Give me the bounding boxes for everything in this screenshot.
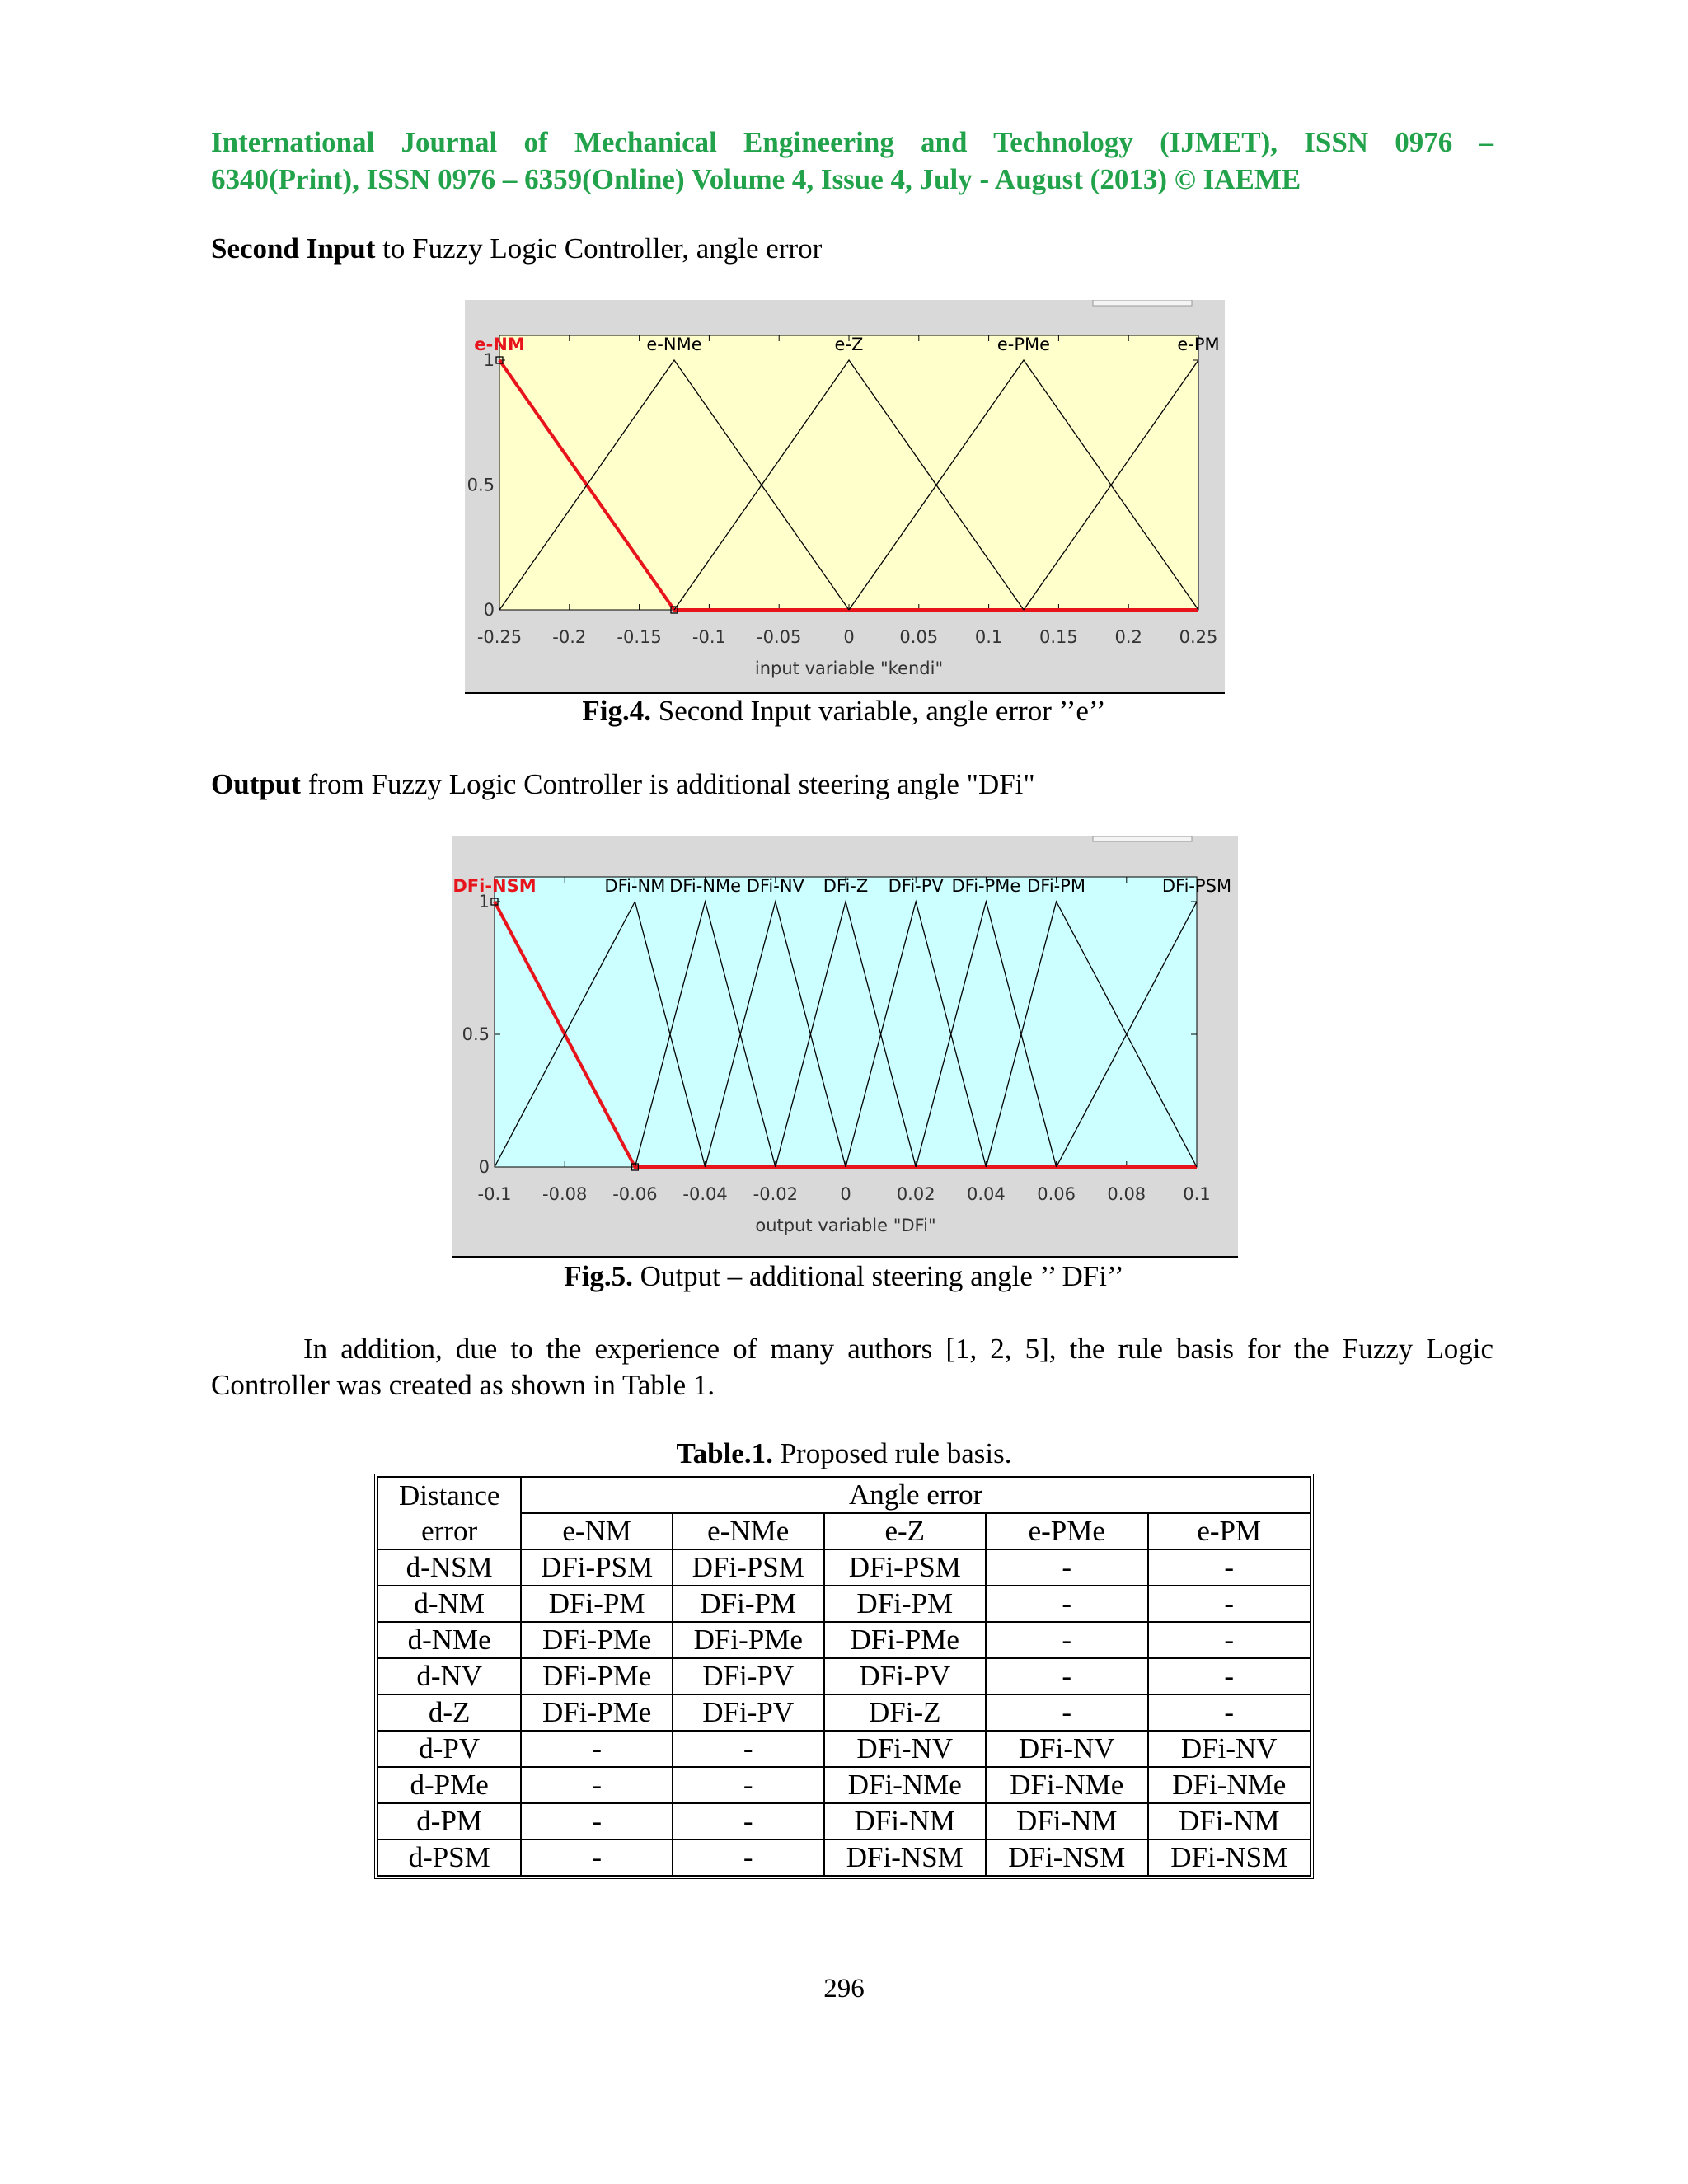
table-cell: -	[1148, 1694, 1311, 1731]
table-row	[377, 1694, 1311, 1731]
mf-label: DFi-NV	[746, 876, 804, 896]
x-tick-label: -0.1	[692, 627, 726, 647]
mf-label: DFi-PV	[888, 876, 944, 896]
mf-label: e-NMe	[646, 335, 702, 354]
table-cell: -	[1148, 1549, 1311, 1586]
fig5-caption-text: Output – additional steering angle ’’ DFi’’	[632, 1260, 1124, 1292]
plot-area	[495, 877, 1197, 1167]
table-row-header: d-NSM	[377, 1549, 521, 1586]
table-cell: DFi-PSM	[521, 1549, 673, 1586]
table-row	[377, 1803, 1311, 1840]
table-row	[377, 1767, 1311, 1803]
table-row	[377, 1586, 1311, 1622]
x-tick-label: -0.04	[682, 1184, 728, 1204]
x-tick-label: -0.05	[757, 627, 802, 647]
x-tick-label: 0.02	[896, 1184, 935, 1204]
window-tab	[1093, 300, 1192, 306]
table-cell: DFi-PM	[521, 1586, 673, 1622]
table-cell: -	[673, 1803, 824, 1840]
table-column-header: e-NM	[521, 1513, 673, 1549]
table-row-header: d-Z	[377, 1694, 521, 1731]
table-cell: DFi-Z	[824, 1694, 986, 1731]
table-cell: DFi-NMe	[986, 1767, 1147, 1803]
table-corner-cell: Distance	[377, 1477, 521, 1513]
x-tick-label: 0.04	[967, 1184, 1006, 1204]
section-heading-bold: Second Input	[211, 232, 376, 265]
journal-header	[211, 124, 1493, 198]
y-tick-label: 0.5	[467, 475, 495, 495]
table-cell: -	[673, 1767, 824, 1803]
y-tick-label: 1	[483, 350, 495, 370]
x-tick-label: -0.1	[477, 1184, 512, 1204]
table-cell: -	[673, 1840, 824, 1876]
table-group-header: Angle error	[521, 1477, 1311, 1513]
body-paragraph	[211, 1331, 1493, 1404]
table-cell: DFi-NV	[824, 1731, 986, 1767]
table-title	[374, 1437, 1314, 1470]
table-cell: -	[521, 1840, 673, 1876]
table-row-header: d-PMe	[377, 1767, 521, 1803]
table-cell: -	[1148, 1622, 1311, 1658]
table-row-header: d-NM	[377, 1586, 521, 1622]
table-column-header: e-NMe	[673, 1513, 824, 1549]
section-heading-second-input	[211, 231, 822, 267]
table-cell: -	[521, 1731, 673, 1767]
table-cell: DFi-PMe	[673, 1622, 824, 1658]
section-heading-text: from Fuzzy Logic Controller is additional steering angle "DFi"	[300, 768, 1035, 800]
x-tick-label: -0.02	[753, 1184, 798, 1204]
mf-label: DFi-PSM	[1161, 876, 1232, 896]
x-tick-label: 0.1	[1183, 1184, 1211, 1204]
table-column-header: e-PM	[1148, 1513, 1311, 1549]
plot-area	[499, 335, 1198, 610]
table-cell: DFi-PSM	[824, 1549, 986, 1586]
table-cell: -	[1148, 1658, 1311, 1694]
table-cell: DFi-NM	[1148, 1803, 1311, 1840]
table-cell: DFi-NSM	[986, 1840, 1147, 1876]
section-heading-bold: Output	[211, 768, 301, 800]
table-cell: DFi-PMe	[521, 1694, 673, 1731]
table-row	[377, 1658, 1311, 1694]
table-column-header: e-Z	[824, 1513, 986, 1549]
table-row-header: d-NMe	[377, 1622, 521, 1658]
table-row-header: d-PM	[377, 1803, 521, 1840]
y-tick-label: 1	[478, 892, 490, 912]
x-tick-label: 0.25	[1179, 627, 1218, 647]
table-cell: DFi-PV	[673, 1694, 824, 1731]
table-cell: DFi-NMe	[1148, 1767, 1311, 1803]
table-cell: -	[986, 1622, 1147, 1658]
table-cell: DFi-PMe	[521, 1622, 673, 1658]
figure-4-caption	[0, 695, 1688, 728]
figure-5	[452, 836, 1238, 1258]
x-axis-label: output variable "DFi"	[755, 1216, 936, 1235]
table-cell: -	[986, 1549, 1147, 1586]
table-row-header: d-PV	[377, 1731, 521, 1767]
x-tick-label: 0.08	[1107, 1184, 1146, 1204]
table-cell: DFi-NV	[1148, 1731, 1311, 1767]
table-cell: DFi-NMe	[824, 1767, 986, 1803]
mf-label: DFi-NSM	[452, 876, 537, 896]
table-title-text: Proposed rule basis.	[772, 1437, 1012, 1469]
table-cell: -	[986, 1658, 1147, 1694]
fig5-chart	[452, 836, 1238, 1258]
x-tick-label: -0.08	[542, 1184, 588, 1204]
fig4-caption-label: Fig.4.	[582, 695, 651, 727]
x-tick-label: 0.05	[899, 627, 939, 647]
table-header-row	[377, 1477, 1311, 1513]
table-cell: DFi-PMe	[521, 1658, 673, 1694]
x-tick-label: -0.15	[617, 627, 662, 647]
table-cell: DFi-PM	[673, 1586, 824, 1622]
table-row	[377, 1840, 1311, 1876]
mf-label: e-Z	[834, 335, 864, 354]
fig4-chart	[465, 300, 1225, 694]
figure-5-caption	[0, 1260, 1688, 1293]
table-cell: -	[986, 1586, 1147, 1622]
table-row-header: d-NV	[377, 1658, 521, 1694]
table-cell: DFi-NSM	[1148, 1840, 1311, 1876]
y-tick-label: 0	[483, 600, 495, 620]
table-cell: -	[673, 1731, 824, 1767]
table-cell: -	[1148, 1586, 1311, 1622]
table-cell: DFi-PMe	[824, 1622, 986, 1658]
mf-label: DFi-NMe	[669, 876, 742, 896]
table-cell: DFi-NM	[986, 1803, 1147, 1840]
x-tick-label: -0.25	[476, 627, 523, 647]
table-row-header: d-PSM	[377, 1840, 521, 1876]
table-row	[377, 1549, 1311, 1586]
table-cell: DFi-NSM	[824, 1840, 986, 1876]
table-cell: DFi-PV	[673, 1658, 824, 1694]
section-heading-output	[211, 766, 1035, 803]
mf-label: DFi-PM	[1027, 876, 1086, 896]
fig5-caption-label: Fig.5.	[564, 1260, 633, 1292]
window-tab	[1093, 836, 1192, 841]
x-tick-label: -0.06	[612, 1184, 658, 1204]
table-column-header: e-PMe	[986, 1513, 1147, 1549]
x-tick-label: -0.2	[552, 627, 587, 647]
mf-label: DFi-Z	[823, 876, 869, 896]
section-heading-text: to Fuzzy Logic Controller, angle error	[375, 232, 823, 265]
mf-label: DFi-NM	[604, 876, 666, 896]
x-tick-label: 0.06	[1037, 1184, 1076, 1204]
table-cell: DFi-PV	[824, 1658, 986, 1694]
table-cell: -	[521, 1803, 673, 1840]
mf-label: e-PM	[1177, 335, 1220, 354]
x-axis-label: input variable "kendi"	[754, 658, 944, 678]
y-tick-label: 0.5	[462, 1024, 490, 1044]
x-tick-label: 0.1	[974, 627, 1003, 647]
table-corner-cell: error	[377, 1513, 521, 1549]
table-column-header-row	[377, 1513, 1311, 1549]
table-cell: DFi-NM	[824, 1803, 986, 1840]
figure-4	[465, 300, 1225, 694]
table-row	[377, 1731, 1311, 1767]
table-cell: DFi-PSM	[673, 1549, 824, 1586]
table-row	[377, 1622, 1311, 1658]
journal-header-line1: International Journal of Mechanical Engineering and Technology (IJMET), ISSN 0976 –	[211, 126, 1493, 158]
table-cell: DFi-PM	[824, 1586, 986, 1622]
x-tick-label: 0.15	[1039, 627, 1078, 647]
mf-label: e-NM	[474, 335, 525, 354]
body-paragraph-text: In addition, due to the experience of many authors [1, 2, 5], the rule basis for the Fuzzy Logic Controller was created as shown in Table 1.	[211, 1333, 1493, 1401]
rule-table	[374, 1474, 1314, 1879]
y-tick-label: 0	[478, 1157, 490, 1177]
table-title-label: Table.1.	[676, 1437, 773, 1469]
x-tick-label: 0	[843, 627, 855, 647]
page-number: 296	[823, 1974, 865, 2004]
table-cell: -	[986, 1694, 1147, 1731]
mf-label: DFi-PMe	[951, 876, 1021, 896]
table-cell: -	[521, 1767, 673, 1803]
x-tick-label: 0.2	[1114, 627, 1142, 647]
journal-header-line2: 6340(Print), ISSN 0976 – 6359(Online) Volume 4, Issue 4, July - August (2013) © IAEME	[211, 163, 1301, 195]
fig4-caption-text: Second Input variable, angle error ’’e’’	[650, 695, 1106, 727]
x-tick-label: 0	[840, 1184, 851, 1204]
table-cell: DFi-NV	[986, 1731, 1147, 1767]
mf-label: e-PMe	[996, 335, 1051, 354]
